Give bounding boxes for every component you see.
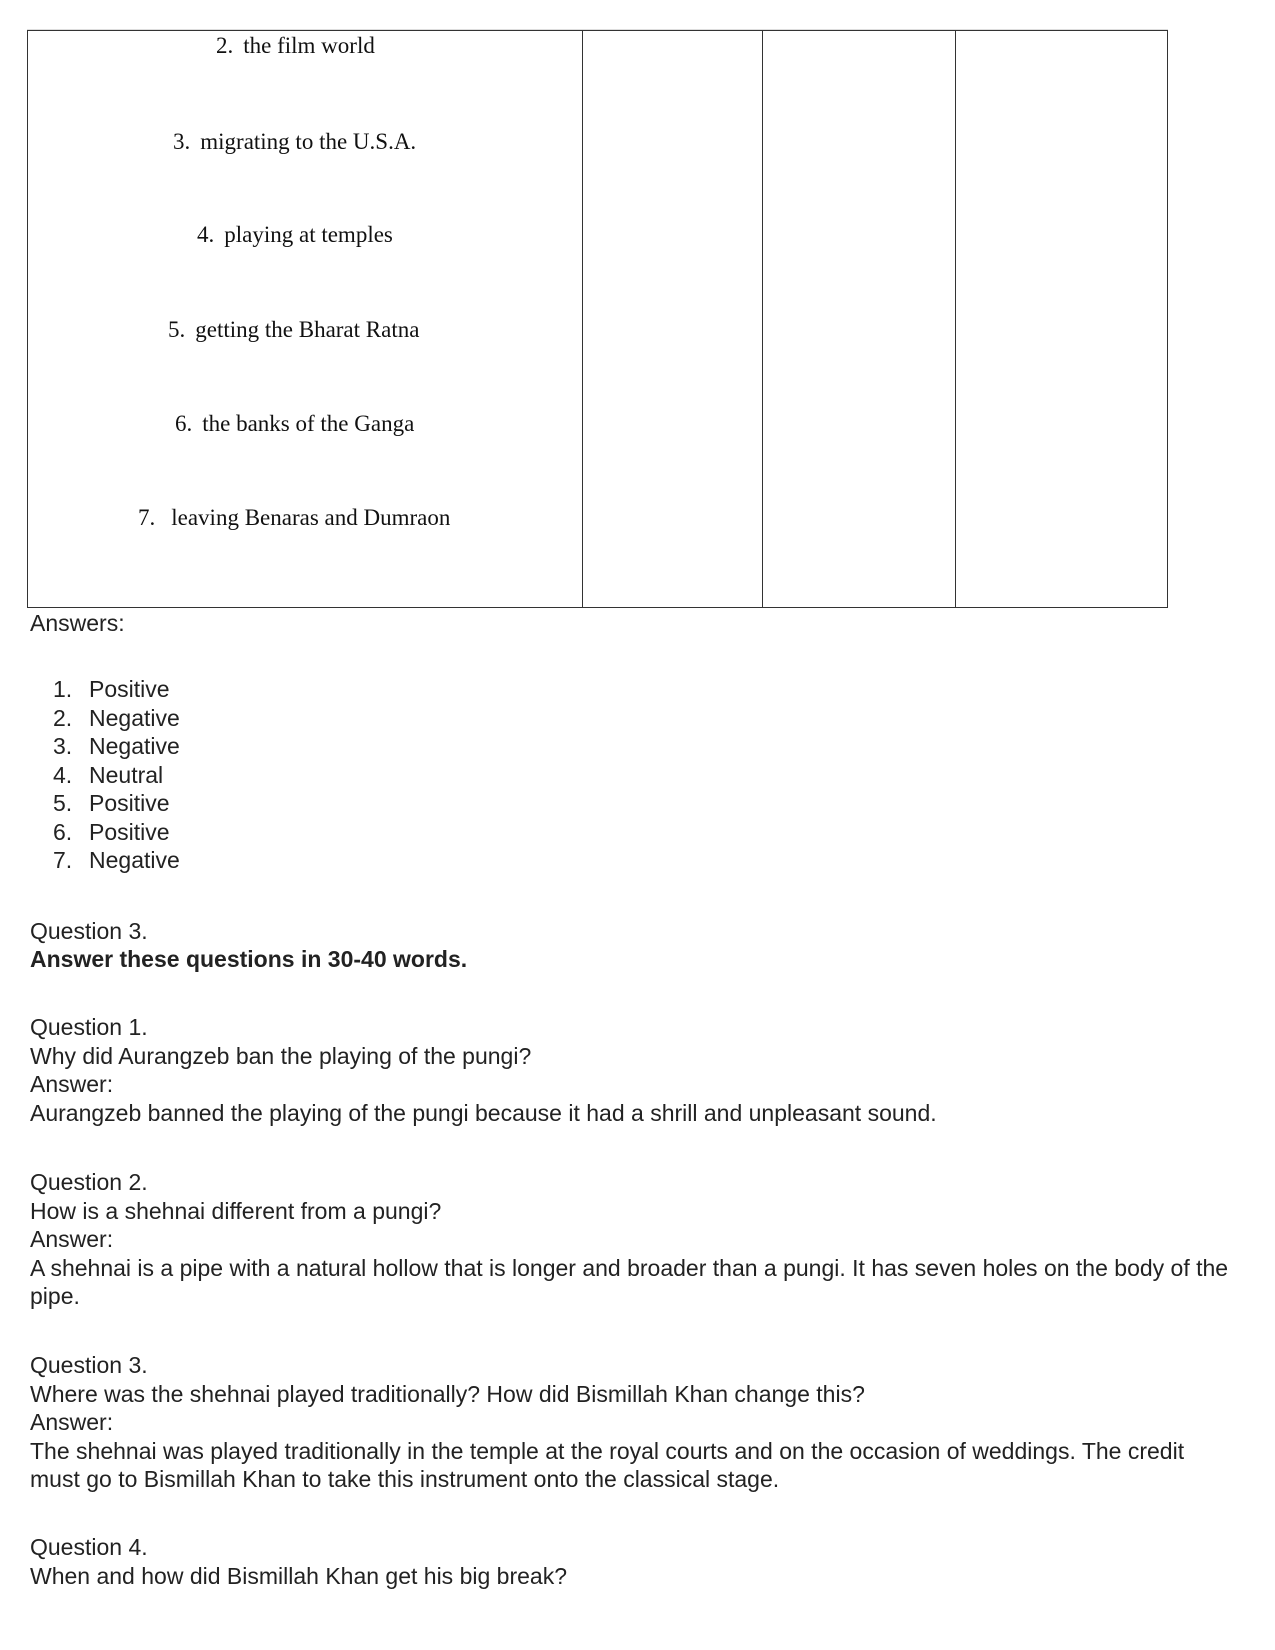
question-label: Question 2. <box>30 1169 148 1195</box>
answers-list <box>53 675 180 875</box>
items-column-cell <box>28 31 583 608</box>
question-text: Why did Aurangzeb ban the playing of the pungi? <box>30 1042 532 1069</box>
answer-label: Answer: <box>30 1409 114 1435</box>
table-item: 6. the banks of the Ganga <box>175 411 415 436</box>
section-instruction: Answer these questions in 30-40 words. <box>30 946 468 972</box>
positive-column-cell <box>583 31 763 608</box>
table-item: 3. migrating to the U.S.A. <box>173 129 417 154</box>
classification-table <box>27 30 1168 608</box>
question-block-2 <box>30 1168 1260 1311</box>
question-label: Question 1. <box>30 1014 148 1040</box>
answer-item: 2. Negative <box>53 704 180 731</box>
question-block-1 <box>30 1013 1260 1127</box>
question-text: How is a shehnai different from a pungi? <box>30 1197 442 1224</box>
answer-item: 7. Negative <box>53 847 180 873</box>
table-item: 4. playing at temples <box>197 222 393 247</box>
answer-text: The shehnai was played traditionally in the temple at the royal courts and on the occasion of weddings. The credit must go to Bismillah Khan to take this instrument onto the classical stage. <box>30 1437 1185 1492</box>
negative-column-cell <box>763 31 955 608</box>
question-label: Question 3. <box>30 1352 148 1378</box>
question-block-4 <box>30 1533 1260 1590</box>
answer-label: Answer: <box>30 1071 114 1097</box>
question-text: When and how did Bismillah Khan get his big break? <box>30 1562 567 1589</box>
answer-label: Answer: <box>30 1226 114 1252</box>
answer-item: 1. Positive <box>53 676 170 702</box>
section-label: Question 3. <box>30 918 148 944</box>
answer-text: A shehnai is a pipe with a natural hollow that is longer and broader than a pungi. It has seven holes on the body of the pipe. <box>30 1254 1229 1309</box>
answer-item: 6. Positive <box>53 818 170 845</box>
answer-item: 3. Negative <box>53 733 180 759</box>
table-item: 5. getting the Bharat Ratna <box>168 317 420 342</box>
neutral-column-cell <box>955 31 1167 608</box>
question-label: Question 4. <box>30 1534 148 1560</box>
table-item: 7. leaving Benaras and Dumraon <box>138 505 451 530</box>
answers-heading: Answers: <box>30 610 125 636</box>
answer-item: 5. Positive <box>53 790 170 816</box>
table-item: 2. the film world <box>216 33 375 58</box>
question-text: Where was the shehnai played traditionally? How did Bismillah Khan change this? <box>30 1380 865 1407</box>
answer-item: 4. Neutral <box>53 761 164 788</box>
question-block-3 <box>30 1351 1260 1494</box>
answer-text: Aurangzeb banned the playing of the pungi because it had a shrill and unpleasant sound. <box>30 1099 937 1126</box>
